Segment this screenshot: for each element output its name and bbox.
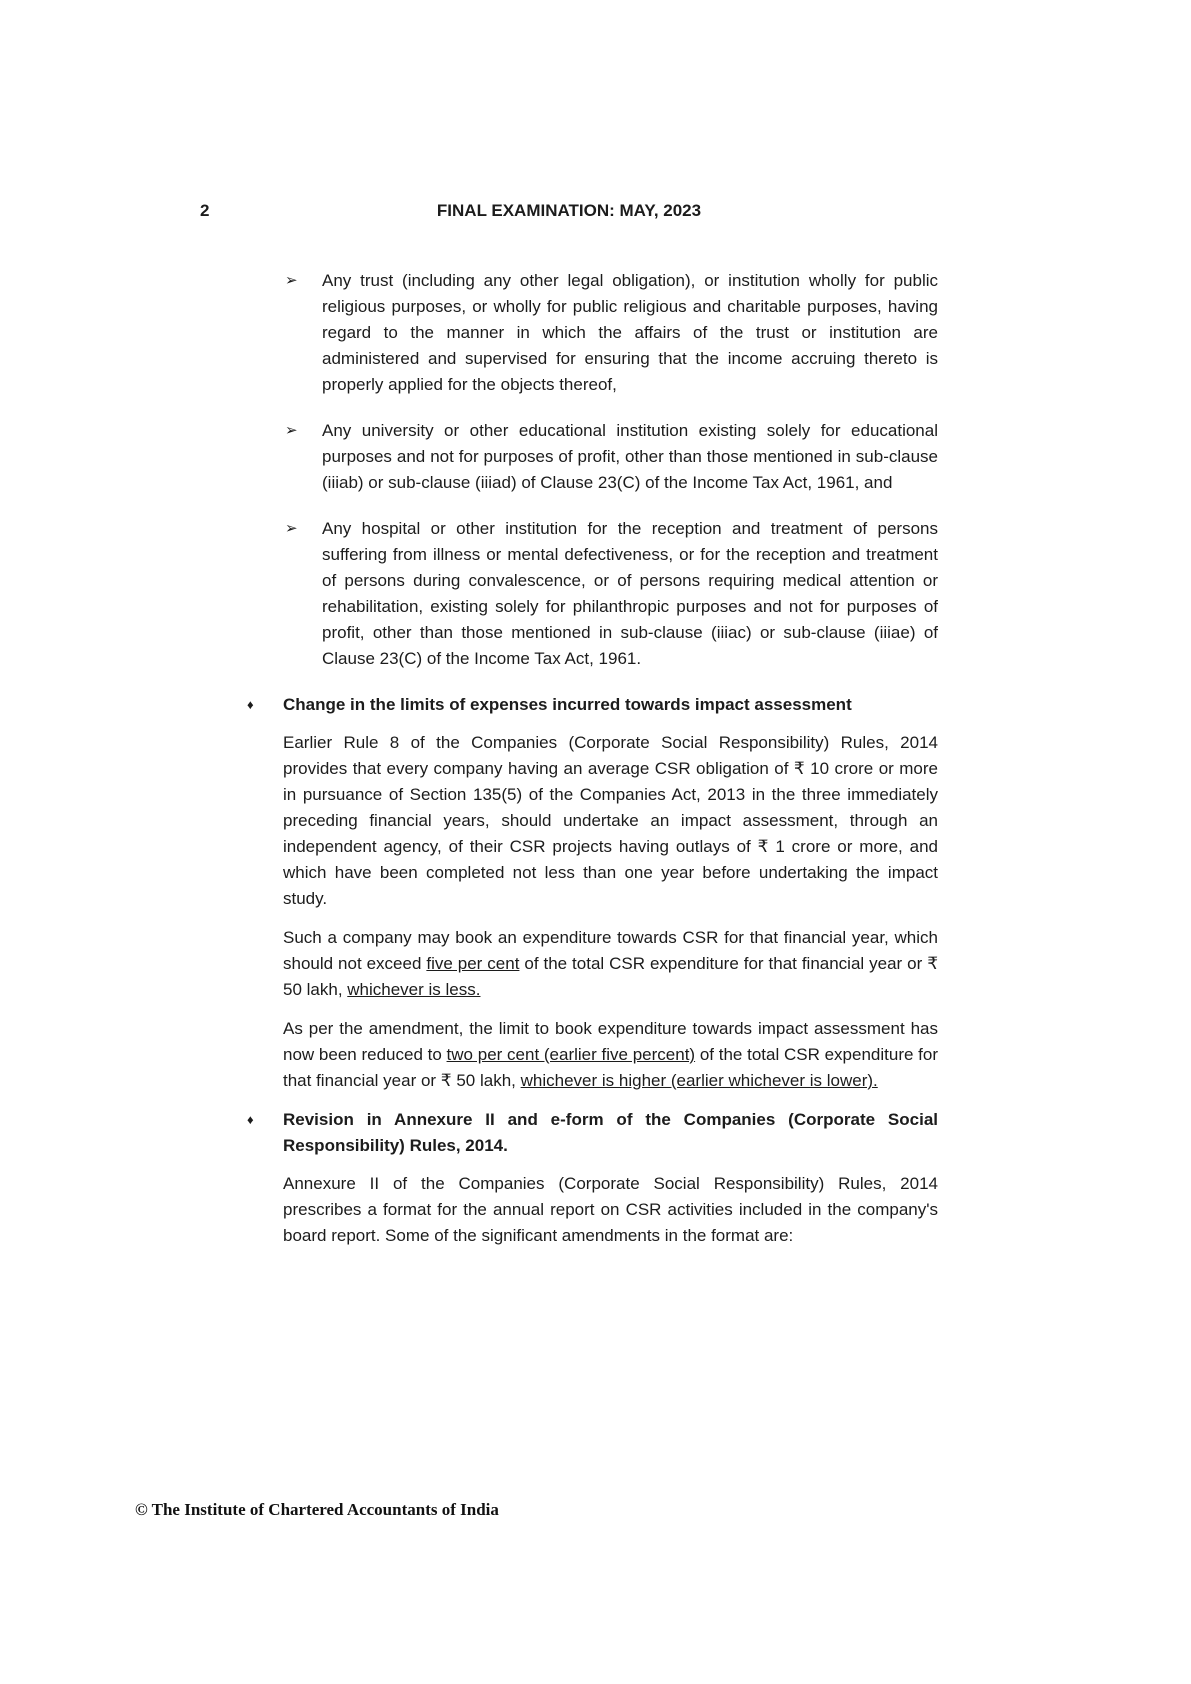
- page-header: [200, 198, 938, 224]
- arrow-bullet-icon: ➢: [285, 272, 298, 289]
- list-item-text: Any trust (including any other legal obligation), or institution wholly for public religious purposes, or wholly for public religious and charitable purposes, having regard to the manner in which the affairs of the trust or institution are administered and supervised for ensuring that the income accruing thereto is properly applied for the objects thereof,: [322, 271, 938, 394]
- paragraph: Annexure II of the Companies (Corporate Social Responsibility) Rules, 2014 prescribes a format for the annual report on CSR activities included in the company's board report. Some of the significant amendments in the format are:: [283, 1174, 938, 1245]
- list-item-text: Any university or other educational institution existing solely for educational purposes and not for purposes of profit, other than those mentioned in sub-clause (iiiab) or sub-clause (iiiad) of Clause 23(C) of the Income Tax Act, 1961, and: [322, 421, 938, 492]
- header-title: FINAL EXAMINATION: MAY, 2023: [436, 201, 702, 220]
- page-number: 2: [200, 201, 210, 220]
- paragraph: Earlier Rule 8 of the Companies (Corporate Social Responsibility) Rules, 2014 provides that every company having an average CSR obligation of ₹ 10 crore or more in pursuance of Section 135(5) of the Companies Act, 2013 in the three immediately preceding financial years, should undertake an impact assessment, through an independent agency, of their CSR projects having outlays of ₹ 1 crore or more, and which have been completed not less than one year before undertaking the impact study.: [283, 733, 938, 908]
- section-heading-row: [247, 1107, 938, 1159]
- list-item-text: Any hospital or other institution for the reception and treatment of persons suffering from illness or mental defectiveness, or for the reception and treatment of persons during convalescence, or of persons requiring medical attention or rehabilitation, existing solely for philanthropic purposes and not for purposes of profit, other than those mentioned in sub-clause (iiiac) or sub-clause (iiiae) of Clause 23(C) of the Income Tax Act, 1961.: [322, 519, 938, 668]
- paragraph-text: of the total CSR expenditure for that financial year or ₹ 50 lakh,: [283, 954, 939, 999]
- paragraph: [283, 925, 938, 1003]
- section-heading: Revision in Annexure II and e-form of the Companies (Corporate Social Responsibility) Rules, 2014.: [283, 1110, 938, 1155]
- section-heading-row: [247, 692, 938, 718]
- diamond-bullet-icon: ♦: [247, 1112, 254, 1127]
- list-item: [285, 418, 938, 496]
- paragraph-text: As per the amendment, the limit to book expenditure towards impact assessment has now been reduced to: [283, 1019, 938, 1064]
- footer-copyright: © The Institute of Chartered Accountants of India: [135, 1500, 499, 1519]
- document-body: [200, 268, 938, 1262]
- paragraph-text: of the total CSR expenditure for that financial year or ₹ 50 lakh,: [283, 1045, 938, 1090]
- list-item: [285, 516, 938, 672]
- underlined-text: five per cent: [426, 954, 520, 973]
- section-heading: Change in the limits of expenses incurred towards impact assessment: [283, 695, 852, 714]
- underlined-text: two per cent (earlier five percent): [446, 1045, 696, 1064]
- paragraph-text: Such a company may book an expenditure towards CSR for that financial year, which should not exceed: [283, 928, 938, 973]
- list-item: [285, 268, 938, 398]
- arrow-bullet-icon: ➢: [285, 422, 298, 439]
- underlined-text: whichever is higher (earlier whichever is lower).: [520, 1071, 878, 1090]
- diamond-bullet-icon: ♦: [247, 697, 254, 712]
- underlined-text: whichever is less.: [347, 980, 481, 999]
- arrow-bullet-icon: ➢: [285, 520, 298, 537]
- paragraph: [283, 1016, 938, 1094]
